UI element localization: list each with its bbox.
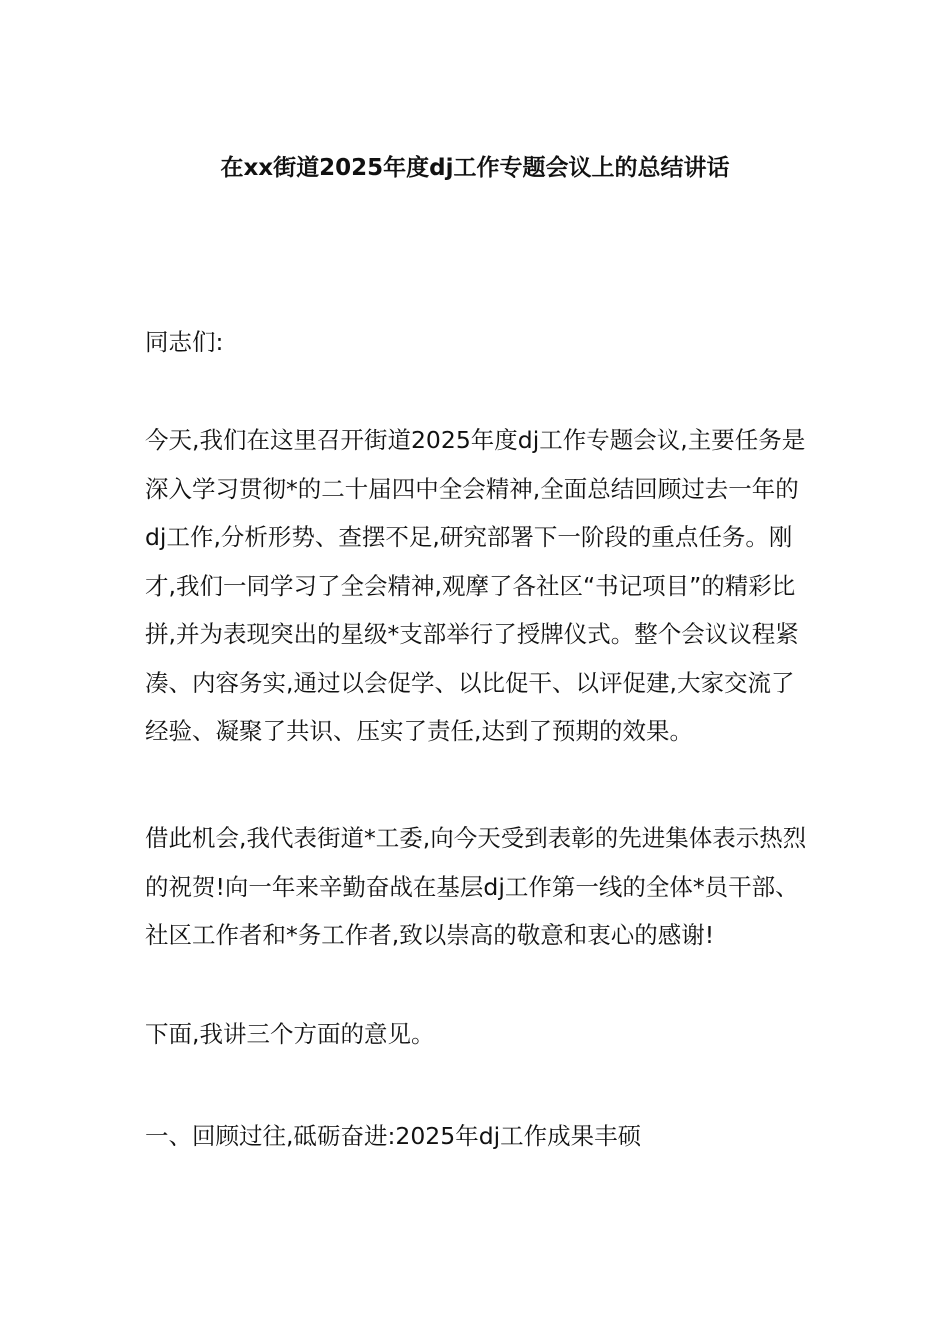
paragraph-thanks: 借此机会,我代表街道*工委,向今天受到表彰的先进集体表示热烈的祝贺!向一年来辛勤奋战在基层dj工作第一线的全体*员干部、社区工作者和*务工作者,致以崇高的敬意和衷心的感谢! [145,824,807,949]
paragraph-outline: 下面,我讲三个方面的意见。 [145,1020,435,1048]
paragraph-opening: 今天,我们在这里召开街道2025年度dj工作专题会议,主要任务是深入学习贯彻*的二十届四中全会精神,全面总结回顾过去一年的dj工作,分析形势、查摆不足,研究部署下一阶段的重点任务。刚才,我们一同学习了全会精神,观摩了各社区“书记项目”的精彩比拼,并为表现突出的星级*支部举行了授牌仪式。整个会议议程紧凑、内容务实,通过以会促学、以比促干、以评促建,大家交流了经验、凝聚了共识、压实了责任,达到了预期的效果。 [145,426,806,745]
salutation: 同志们: [145,328,224,356]
document-title: 在xx街道2025年度dj工作专题会议上的总结讲话 [220,155,730,181]
section-heading: 一、回顾过往,砥砺奋进:2025年dj工作成果丰硕 [145,1122,642,1150]
